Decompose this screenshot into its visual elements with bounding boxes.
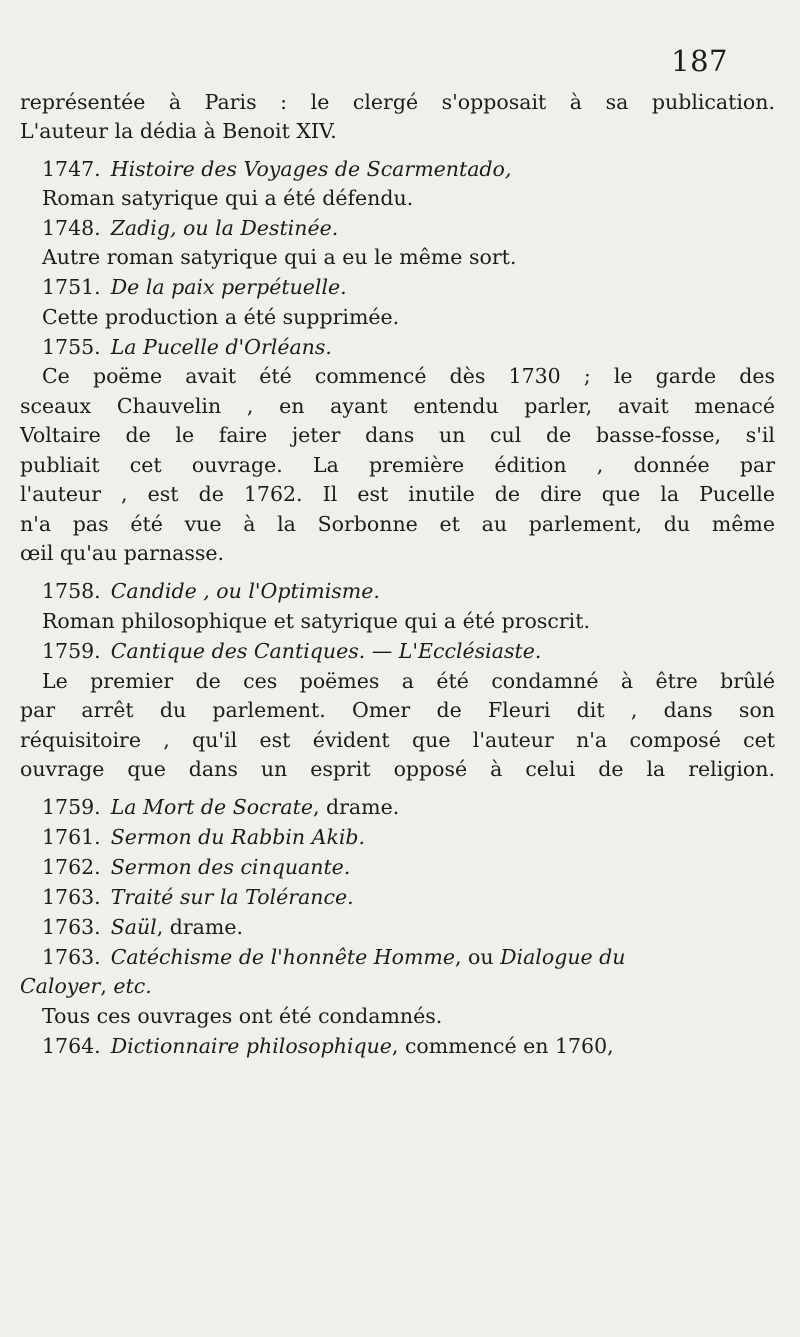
- page-number: 187: [671, 44, 728, 78]
- text-line-11: sceaux Chauvelin , en ayant entendu parler, avait menacé: [20, 394, 775, 418]
- entry-year: 1761.: [42, 825, 101, 849]
- entry-year: 1747.: [42, 157, 101, 181]
- entry-year: 1758.: [42, 579, 101, 603]
- entry-1763-a: [42, 887, 354, 908]
- entry-title-rest: , ou la Destinée.: [169, 216, 339, 240]
- entry-title: Sermon du Rabbin Akib.: [110, 825, 366, 849]
- text-line-16: œil qu'au parnasse.: [20, 541, 225, 565]
- entry-year: 1748.: [42, 216, 101, 240]
- entry-year: 1759.: [42, 639, 101, 663]
- text-line-14: l'auteur , est de 1762. Il est inutile de dire que la Pucelle: [20, 482, 775, 506]
- entry-title: Catéchisme de l'honnête Homme: [110, 945, 455, 969]
- entry-year: 1763.: [42, 915, 101, 939]
- entry-after: , commencé en 1760,: [391, 1034, 614, 1058]
- entry-year: 1755.: [42, 335, 101, 359]
- text-line-20: Le premier de ces poëmes a été condamné à être brûlé: [42, 669, 775, 693]
- entry-year: 1763.: [42, 885, 101, 909]
- entry-title: La Pucelle d'Orléans.: [110, 335, 332, 359]
- text-line-6: Autre roman satyrique qui a eu le même sort.: [42, 245, 517, 269]
- entry-year: 1764.: [42, 1034, 101, 1058]
- text-line-13: publiait cet ouvrage. La première édition , donnée par: [20, 453, 775, 477]
- entry-continuation: [20, 976, 152, 997]
- text-line-1: représentée à Paris : le clergé s'opposait à sa publication.: [20, 90, 775, 114]
- text-line-12: Voltaire de le faire jeter dans un cul de basse-fosse, s'il: [20, 423, 775, 447]
- entry-title-second: etc.: [113, 974, 152, 998]
- entry-title: Histoire des Voyages de Scarmentado,: [110, 157, 512, 181]
- entry-1759-b: [42, 797, 399, 818]
- text-line-22: réquisitoire , qu'il est évident que l'auteur n'a composé cet: [20, 728, 775, 752]
- entry-1761: [42, 827, 365, 848]
- entry-after: , drame.: [156, 915, 243, 939]
- entry-1763-c: [42, 947, 626, 968]
- entry-1748: [42, 218, 338, 239]
- text-line-31: Tous ces ouvrages ont été condamnés.: [42, 1004, 443, 1028]
- entry-1755: [42, 337, 332, 358]
- text-line-18: Roman philosophique et satyrique qui a été proscrit.: [42, 609, 590, 633]
- entry-title: Cantique des Cantiques. — L'Ecclésiaste.: [110, 639, 542, 663]
- entry-1763-b: [42, 917, 243, 938]
- text-line-15: n'a pas été vue à la Sorbonne et au parlement, du même: [20, 512, 775, 536]
- entry-1759-a: [42, 641, 541, 662]
- entry-title: De la paix perpétuelle.: [110, 275, 347, 299]
- text-line-23: ouvrage que dans un esprit opposé à celui de la religion.: [20, 757, 775, 781]
- entry-year: 1762.: [42, 855, 101, 879]
- text-line-8: Cette production a été supprimée.: [42, 305, 400, 329]
- entry-after: ,: [100, 974, 114, 998]
- entry-title-second: Dialogue du: [500, 945, 626, 969]
- entry-title: Candide , ou l'Optimisme.: [110, 579, 380, 603]
- text-line-10: Ce poëme avait été commencé dès 1730 ; le garde des: [42, 364, 775, 388]
- entry-title: Traité sur la Tolérance.: [110, 885, 354, 909]
- entry-title: La Mort de Socrate: [110, 795, 313, 819]
- entry-after: , drame.: [312, 795, 400, 819]
- text-line-2: L'auteur la dédia à Benoit XIV.: [20, 119, 337, 143]
- entry-1762: [42, 857, 350, 878]
- entry-1758: [42, 581, 380, 602]
- entry-title: Zadig: [110, 216, 170, 240]
- entry-year: 1751.: [42, 275, 101, 299]
- entry-1747: [42, 159, 511, 180]
- entry-title: Sermon des cinquante.: [110, 855, 351, 879]
- text-line-4: Roman satyrique qui a été défendu.: [42, 186, 414, 210]
- entry-title: Saül: [110, 915, 157, 939]
- entry-title: Dictionnaire philosophique: [110, 1034, 392, 1058]
- entry-title: Caloyer: [20, 974, 101, 998]
- entry-1751: [42, 277, 347, 298]
- entry-1764: [42, 1036, 614, 1057]
- entry-year: 1759.: [42, 795, 101, 819]
- entry-year: 1763.: [42, 945, 101, 969]
- entry-after: , ou: [454, 945, 501, 969]
- text-line-21: par arrêt du parlement. Omer de Fleuri dit , dans son: [20, 698, 775, 722]
